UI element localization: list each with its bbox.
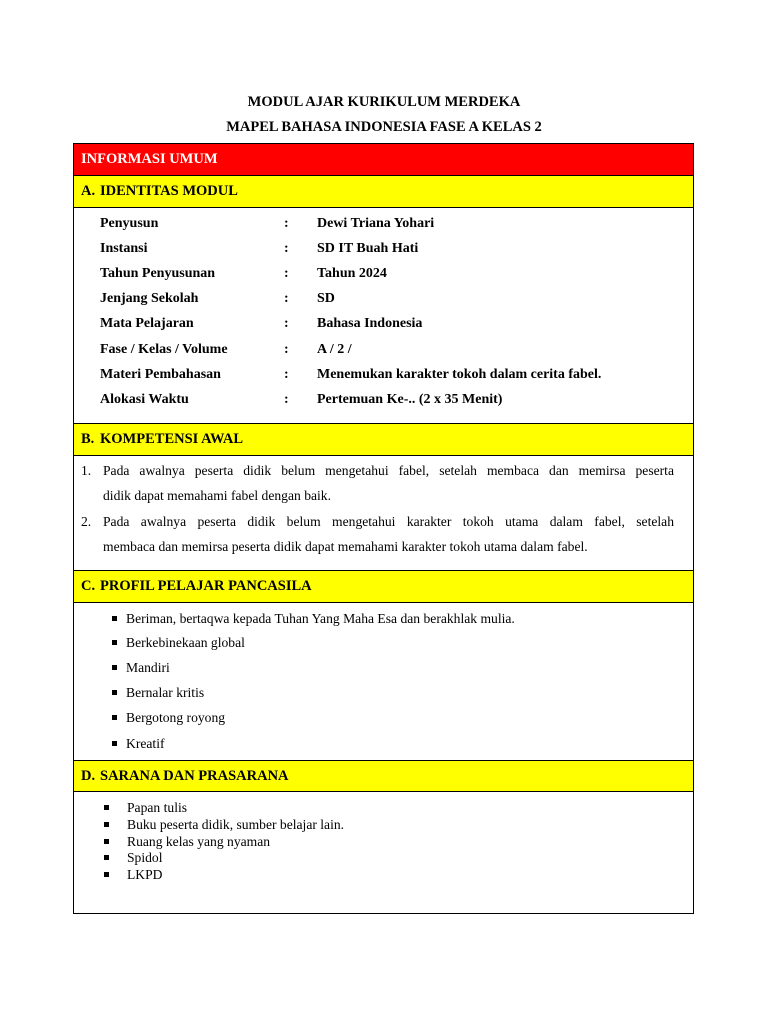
list-item-text: Mandiri (126, 660, 170, 675)
kompetensi-line: Pada awalnya peserta didik belum mengetahui karakter tokoh utama dalam fabel, setelah (103, 514, 674, 529)
identitas-colon: : (284, 266, 289, 281)
module-table (73, 143, 694, 914)
identitas-label: Instansi (100, 241, 148, 256)
kompetensi-line: didik dapat memahami fabel dengan baik. (103, 488, 331, 503)
identitas-colon: : (284, 342, 289, 357)
identitas-value: SD (317, 291, 335, 306)
list-item-text: Ruang kelas yang nyaman (127, 834, 271, 849)
bullet-square-icon (104, 839, 109, 844)
identitas-colon: : (284, 241, 289, 256)
identitas-value: Dewi Triana Yohari (317, 216, 435, 231)
kompetensi-line: membaca dan memirsa peserta didik dapat memahami karakter tokoh utama dalam fabel. (103, 539, 588, 554)
identitas-label: Penyusun (100, 216, 159, 231)
bullet-square-icon (104, 872, 109, 877)
document-subtitle: MAPEL BAHASA INDONESIA FASE A KELAS 2 (226, 119, 542, 135)
bullet-square-icon (104, 855, 109, 860)
kompetensi-line: Pada awalnya peserta didik belum mengetahui fabel, setelah membaca dan memirsa peserta (103, 463, 674, 478)
list-item-text: Spidol (127, 850, 163, 865)
identitas-value: Bahasa Indonesia (317, 316, 423, 331)
list-item-text: Papan tulis (127, 800, 188, 815)
identitas-value: Pertemuan Ke-.. (2 x 35 Menit) (317, 392, 503, 407)
bullet-square-icon (112, 690, 117, 695)
identitas-value: A / 2 / (317, 342, 352, 357)
list-number: 1. (81, 463, 92, 478)
document-title: MODUL AJAR KURIKULUM MERDEKA (247, 94, 521, 110)
identitas-colon: : (284, 291, 289, 306)
section-profil-pelajar (74, 570, 693, 603)
identitas-colon: : (284, 392, 289, 407)
identitas-value: Tahun 2024 (317, 266, 387, 281)
identitas-label: Alokasi Waktu (100, 392, 189, 407)
section-informasi-umum (74, 144, 693, 176)
list-number: 2. (81, 514, 92, 529)
identitas-colon: : (284, 367, 289, 382)
identitas-value: SD IT Buah Hati (317, 241, 419, 256)
section-letter: D. (81, 767, 96, 784)
bullet-square-icon (104, 822, 109, 827)
section-sarana-title: SARANA DAN PRASARANA (100, 767, 289, 784)
section-letter: B. (81, 431, 95, 447)
bullet-square-icon (112, 616, 117, 621)
identitas-label: Jenjang Sekolah (100, 291, 199, 306)
identitas-colon: : (284, 316, 289, 331)
identitas-label: Mata Pelajaran (100, 316, 194, 331)
list-item-text: Beriman, bertaqwa kepada Tuhan Yang Maha Esa dan berakhlak mulia. (126, 611, 515, 626)
identitas-value: Menemukan karakter tokoh dalam cerita fabel. (317, 367, 602, 382)
list-item-text: Berkebinekaan global (126, 635, 245, 650)
identitas-label: Materi Pembahasan (100, 367, 221, 382)
identitas-label: Tahun Penyusunan (100, 266, 216, 281)
section-letter: A. (81, 183, 96, 199)
list-item-text: LKPD (127, 867, 163, 882)
list-item-text: Buku peserta didik, sumber belajar lain. (127, 817, 345, 832)
bullet-square-icon (112, 741, 117, 746)
section-identitas-title: IDENTITAS MODUL (100, 183, 238, 199)
bullet-square-icon (104, 805, 109, 810)
list-item-text: Bernalar kritis (126, 685, 205, 700)
list-item-text: Kreatif (126, 736, 165, 751)
section-sarana-prasarana (74, 760, 693, 792)
bullet-square-icon (112, 640, 117, 645)
section-informasi-umum-title: INFORMASI UMUM (81, 151, 218, 167)
bullet-square-icon (112, 715, 117, 720)
section-letter: C. (81, 578, 96, 594)
section-identitas-modul (74, 176, 693, 208)
section-kompetensi-awal (74, 423, 693, 456)
section-kompetensi-title: KOMPETENSI AWAL (100, 431, 244, 447)
section-profil-title: PROFIL PELAJAR PANCASILA (100, 578, 312, 594)
bullet-square-icon (112, 665, 117, 670)
identitas-colon: : (284, 216, 289, 231)
identitas-label: Fase / Kelas / Volume (100, 342, 228, 357)
list-item-text: Bergotong royong (126, 710, 226, 725)
